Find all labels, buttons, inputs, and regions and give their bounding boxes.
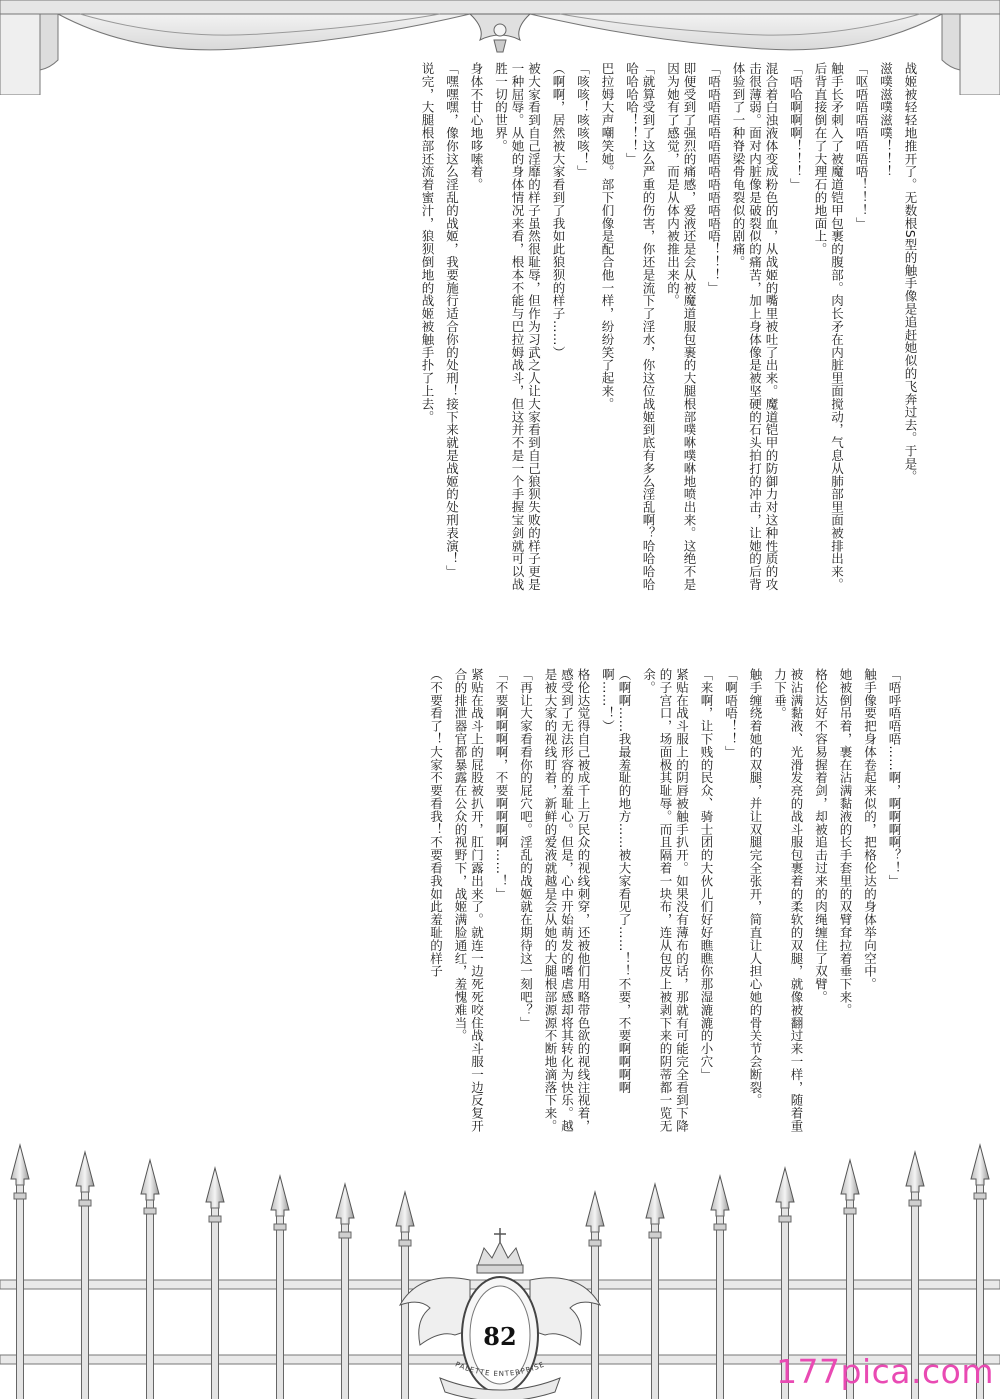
paragraph: 紧贴在战斗上的屁股被扒开，肛门露出来了。就连一边死死咬住战斗服一边反复开合的排泄器官都暴露在公众的视野下，战姬满脸通红，羞愧难当。 [453, 668, 485, 1133]
upper-text-block [100, 62, 918, 602]
paragraph: 被沾满黏液、光滑发亮的战斗服包裹着的柔软的双腿，就像被翻过来一样，随着重力下垂。 [772, 668, 804, 1133]
paragraph: 触手像要把身体卷起来似的，把格伦达的身体举向空中。 [862, 668, 878, 991]
paragraph: 被大家看到自己淫靡的样子虽然很耻辱，但作为习武之人让大家看到自己狼狈失败的样子更是一种屈辱。从她的身体情况来看，根本不能与巴拉姆战斗，但这并不是一个手握宝剑就可以战胜一切的世界。 [493, 62, 542, 591]
paragraph: 「就算受到了这么严重的伤害，你还是流下了淫水，你这位战姬到底有多么淫乱啊？哈哈哈哈哈哈哈哈！！！」 [624, 62, 656, 591]
paragraph: 「再让大家看看你的屁穴吧。淫乱的战姬就在期待这一刻吧？」 [518, 668, 534, 1030]
paragraph: 「咳咳！咳咳咳！」 [575, 62, 591, 179]
paragraph: 「唔唔唔唔唔唔唔唔唔唔唔唔唔！！！」 [706, 62, 722, 295]
paragraph: 即便受到了强烈的痛感，爱液还是会从被魔道服包裹的大腿根部噗咻噗咻地喷出来。这绝不是因为她有了感觉，而是从体内被推出来的。 [665, 62, 697, 591]
paragraph: 战姬被轻轻地推开了。无数根S型的触手像是追赶她似的飞奔过去。于是。 [903, 62, 918, 484]
paragraph: （不要看了！大家不要看我！不要看我如此羞耻的样子 [428, 668, 444, 978]
lower-text-block [102, 668, 902, 1138]
paragraph: 「呕唔唔唔唔唔唔唔！！！」 [854, 62, 869, 230]
paragraph: 触手长矛刺入了被魔道铠甲包裹的腹部。肉长矛在内脏里面搅动，气息从肺部里面被排出来。后背直接倒在了大理石的地面上。 [813, 62, 845, 591]
paragraph: 「啊唔唔！！」 [723, 668, 739, 759]
paragraph: 紧贴在战斗服上的阴唇被触手扒开。如果没有薄布的话，那就有可能完全看到下降的子宫口，场面极其耻辱。而且隔着一块布，连从包皮上被剥下来的阴蒂都一览无余。 [641, 668, 690, 1133]
paragraph: 身体不甘心地哆嗦着。 [469, 62, 484, 191]
paragraph: 「不要啊啊啊啊，不要啊啊啊啊……！」 [494, 668, 509, 901]
paragraph: 「唔呼唔唔唔……啊，啊啊啊啊？！」 [887, 668, 902, 888]
site-watermark: 177pica.com [776, 1352, 994, 1391]
paragraph: 混合着白浊液体变成粉色的血，从战姬的嘴里被吐了出来。魔道铠甲的防御力对这种性质的攻击很薄弱。面对内脏像是破裂似的痛苦，加上身体像是被坚硬的石头拍打的冲击，让她的后背体验到了一种脊梁骨龟裂似的剧痛。 [731, 62, 779, 591]
paragraph: （啊啊……我最羞耻的地方……被大家看见了……！！不要，不要啊啊啊啊啊……！） [600, 668, 632, 1094]
paragraph: 「来啊，让下贱的民众、骑士团的大伙儿们好好瞧瞧你那湿漉漉的小穴」 [699, 668, 714, 1081]
paragraph: 说完，大腿根部还流着蜜汁，狼狈倒地的战姬被触手扑了上去。 [420, 62, 435, 424]
paragraph: 格伦达觉得自己被成千上万民众的视线刺穿，还被他们用略带色欲的视线注视着，感受到了无法形容的羞耻心。但是，心中开始萌发的嗜虐感却将其转化为快乐。越是被大家的视线盯着，新鲜的爱液就越是会从她的大腿根部源源不断地滴落下来。 [543, 668, 591, 1133]
paragraph: （啊啊，居然被大家看到了我如此狼狈的样子……） [551, 62, 566, 359]
paragraph: 「嘿嘿嘿，像你这么淫乱的战姬，我要施行适合你的处刑！接下来就是战姬的处刑表演！」 [444, 62, 460, 578]
paragraph: 「唔哈啊啊啊！！！」 [788, 62, 804, 191]
publisher-name: PALETTE ENTERPRISE [453, 1360, 547, 1379]
paragraph: 格伦达好不容易握着剑，却被追击过来的肉绳缠住了双臂。 [813, 668, 829, 1004]
publisher-ribbon [425, 1352, 575, 1399]
paragraph: 触手缠绕着她的双腿，并让双腿完全张开，简直让人担心她的骨关节会断裂。 [748, 668, 763, 1107]
paragraph: 滋噗滋噗滋噗！！！ [878, 62, 894, 179]
paragraph: 巴拉姆大声嘲笑她。部下们像是配合他一样，纷纷笑了起来。 [600, 62, 615, 411]
paragraph: 她被倒吊着，裹在沾满黏液的长手套里的双臂耷拉着垂下来。 [838, 668, 853, 1017]
page-number: 82 [483, 1321, 517, 1351]
